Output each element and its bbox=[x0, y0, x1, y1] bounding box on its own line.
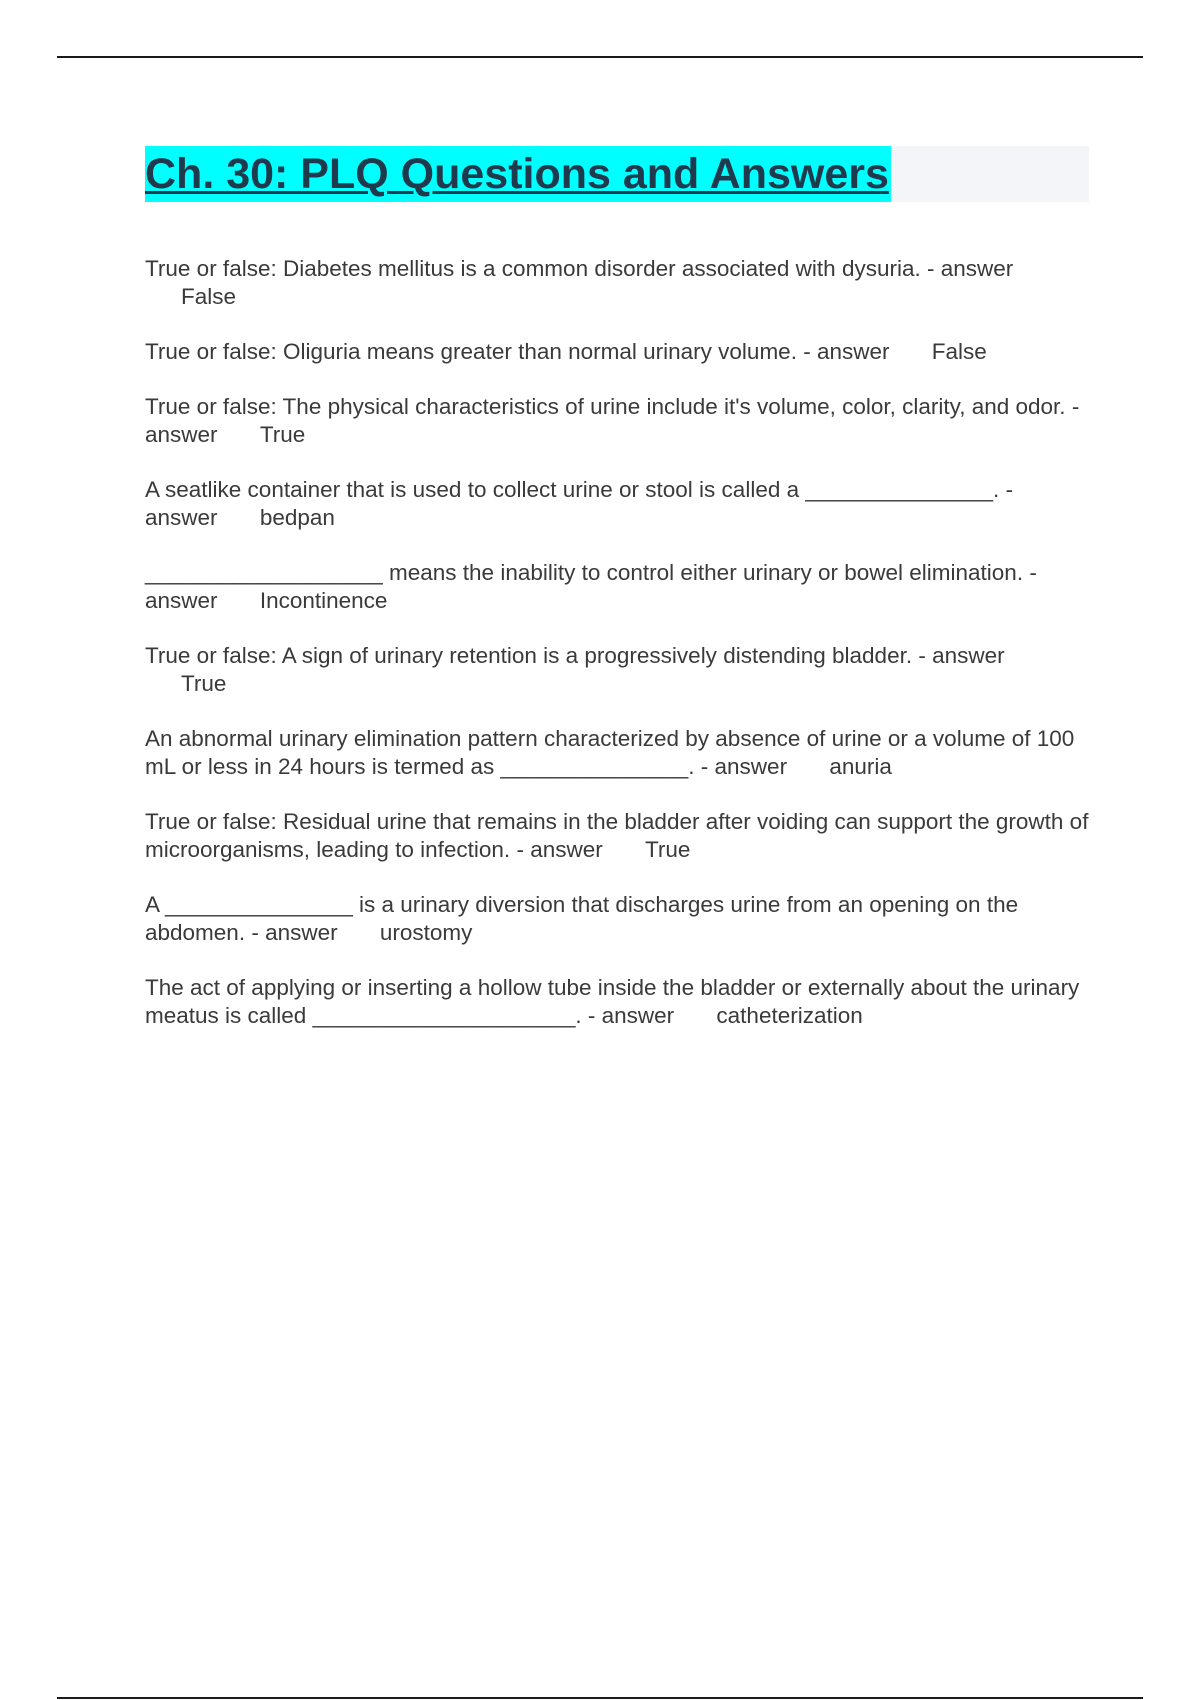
top-rule bbox=[57, 56, 1143, 58]
answer-marker: - answer bbox=[516, 837, 603, 862]
answer-marker: - answer bbox=[145, 477, 1014, 530]
answer-text: True bbox=[645, 837, 691, 862]
qa-item-8 bbox=[145, 808, 1090, 864]
question-text: True or false: A sign of urinary retention is a progressively distending bladder. bbox=[145, 643, 913, 668]
answer-text: False bbox=[181, 284, 237, 309]
qa-item-9 bbox=[145, 891, 1090, 947]
answer-text: True bbox=[181, 671, 227, 696]
qa-item-5 bbox=[145, 559, 1090, 615]
question-text: True or false: The physical characteristics of urine include it's volume, color, clarity, and odor. bbox=[145, 394, 1066, 419]
qa-item-4 bbox=[145, 476, 1090, 532]
answer-marker: - answer bbox=[145, 560, 1037, 613]
question-text: A _______________ is a urinary diversion that discharges urine from an opening on the abdomen. bbox=[145, 892, 1019, 945]
answer-text: catheterization bbox=[716, 1003, 863, 1028]
question-text: ___________________ means the inability to control either urinary or bowel elimination. bbox=[145, 560, 1024, 585]
answer-text: False bbox=[931, 339, 987, 364]
qa-list bbox=[145, 255, 1090, 1057]
answer-text: Incontinence bbox=[259, 588, 388, 613]
question-text: True or false: Diabetes mellitus is a common disorder associated with dysuria. bbox=[145, 256, 921, 281]
answer-text: urostomy bbox=[379, 920, 473, 945]
qa-item-3 bbox=[145, 393, 1090, 449]
answer-marker: - answer bbox=[145, 394, 1080, 447]
bottom-rule bbox=[57, 1697, 1143, 1699]
question-text: True or false: Residual urine that remains in the bladder after voiding can support the growth of microorganisms, leading to infection. bbox=[145, 809, 1089, 862]
question-text: A seatlike container that is used to collect urine or stool is called a _______________. bbox=[145, 477, 1000, 502]
answer-text: True bbox=[259, 422, 306, 447]
answer-marker: - answer bbox=[587, 1003, 675, 1028]
answer-text: bedpan bbox=[259, 505, 335, 530]
qa-item-2 bbox=[145, 338, 1090, 366]
question-text: True or false: Oliguria means greater than normal urinary volume. bbox=[145, 339, 797, 364]
answer-marker: - answer bbox=[918, 643, 1005, 668]
question-text: The act of applying or inserting a hollow tube inside the bladder or externally about the urinary meatus is called _____________________. bbox=[145, 975, 1080, 1028]
question-text: An abnormal urinary elimination pattern characterized by absence of urine or a volume of 100 mL or less in 24 hours is termed as _______________. bbox=[145, 726, 1075, 779]
qa-item-6 bbox=[145, 642, 1090, 698]
answer-marker: - answer bbox=[803, 339, 890, 364]
answer-marker: - answer bbox=[700, 754, 788, 779]
answer-marker: - answer bbox=[927, 256, 1014, 281]
answer-marker: - answer bbox=[251, 920, 338, 945]
answer-text: anuria bbox=[829, 754, 892, 779]
qa-item-7 bbox=[145, 725, 1090, 781]
qa-item-1 bbox=[145, 255, 1090, 311]
qa-item-10 bbox=[145, 974, 1090, 1030]
page-title: Ch. 30: PLQ Questions and Answers bbox=[145, 146, 891, 202]
